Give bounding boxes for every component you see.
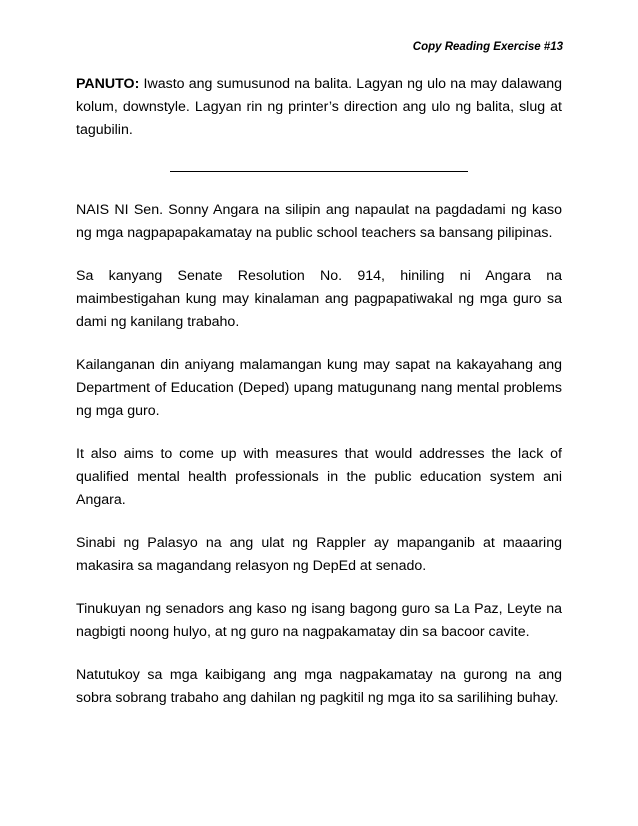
- news-paragraph-2: Sa kanyang Senate Resolution No. 914, hiniling ni Angara na maimbestigahan kung may kinalaman ang pagpapatiwakal ng mga guro sa dami ng kanilang trabaho.: [76, 268, 562, 330]
- news-paragraph-3: Kailanganan din aniyang malamangan kung may sapat na kakayahang ang Department of Education (Deped) upang matugunang nang mental problems ng mga guro.: [76, 357, 562, 419]
- news-paragraph-6: Tinukuyan ng senadors ang kaso ng isang bagong guro sa La Paz, Leyte na nagbigti noong hulyo, at ng guro na nagpakamatay din sa bacoor cavite.: [76, 601, 562, 640]
- instructions-paragraph: [76, 73, 562, 142]
- exercise-title: Copy Reading Exercise #13: [412, 41, 563, 53]
- news-paragraph-1: NAIS NI Sen. Sonny Angara na silipin ang napaulat na pagdadami ng kaso ng mga nagpapapakamatay na public school teachers sa bansang pilipinas.: [76, 202, 562, 241]
- news-paragraph-7: Natutukoy sa mga kaibigang ang mga nagpakamatay na gurong na ang sobra sobrang trabaho ang dahilan ng pagkitil ng mga ito sa sarilihing buhay.: [76, 667, 562, 706]
- instructions-label: PANUTO:: [76, 76, 140, 92]
- document-body: [76, 73, 562, 710]
- headline-blank-line: [170, 171, 468, 172]
- news-paragraph-4: It also aims to come up with measures that would addresses the lack of qualified mental health professionals in the public education system ani Angara.: [76, 446, 562, 508]
- instructions-text: Iwasto ang sumusunod na balita. Lagyan ng ulo na may dalawang kolum, downstyle. Lagyan rin ng printer’s direction ang ulo ng balita, slug at tagubilin.: [76, 76, 562, 138]
- news-paragraph-5: Sinabi ng Palasyo na ang ulat ng Rappler ay mapanganib at maaaring makasira sa magandang relasyon ng DepEd at senado.: [76, 535, 562, 574]
